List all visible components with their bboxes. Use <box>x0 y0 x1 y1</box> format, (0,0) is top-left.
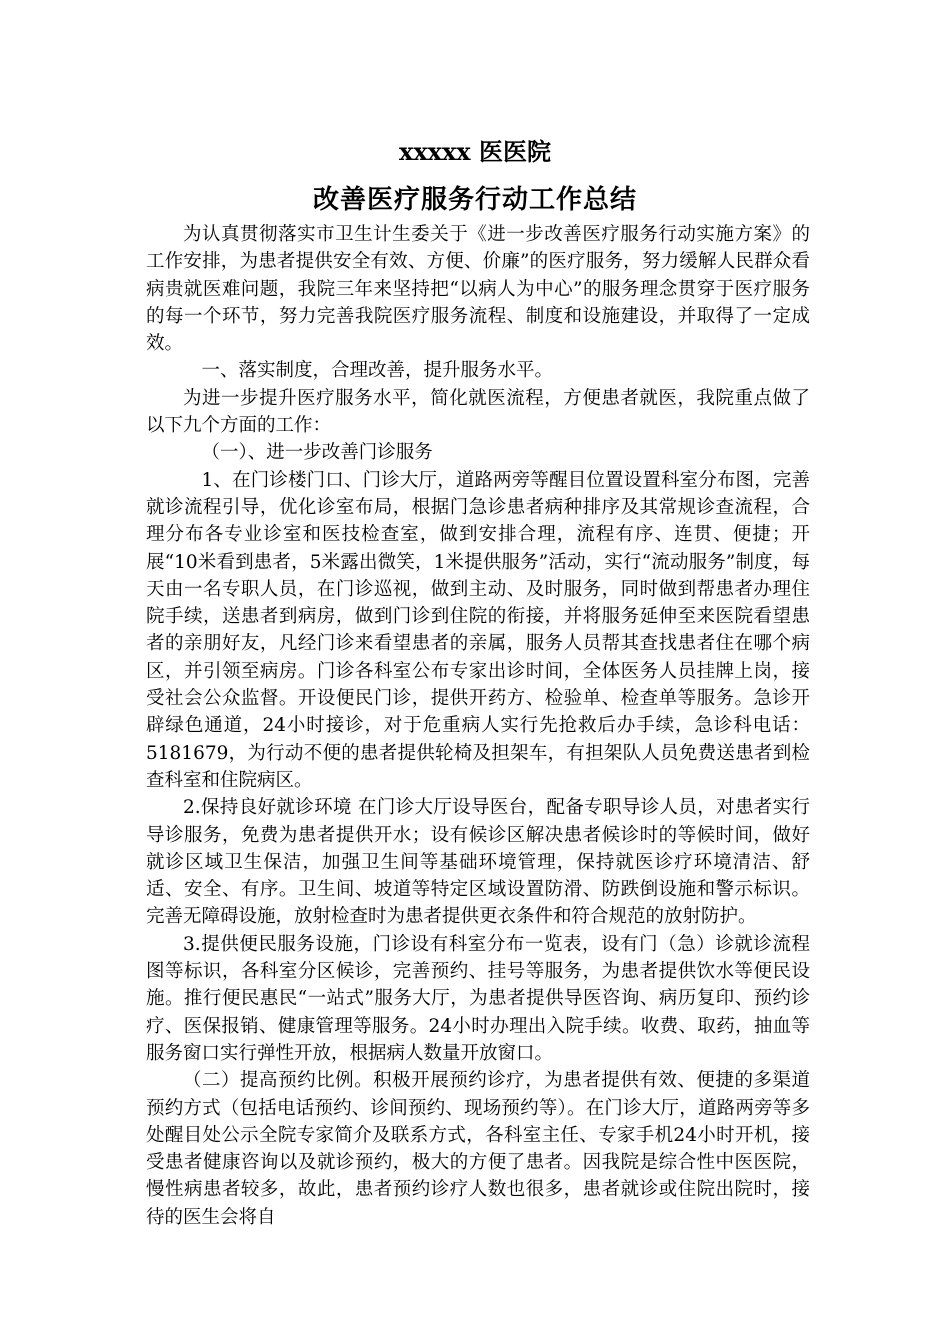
item-paragraph-2: 2.保持良好就诊环境 在门诊大厅设导医台，配备专职导诊人员，对患者实行导诊服务，免费为患者提供开水；设有候诊区解决患者候诊时的等候时间，做好就诊区域卫生保洁，加强卫生间等基础环境管理，保持就医诊疗环境清洁、舒适、安全、有序。卫生间、坡道等特定区域设置防滑、防跌倒设施和警示标识。 完善无障碍设施，放射检查时为患者提供更衣条件和符合规范的放射防护。 <box>146 797 810 928</box>
section-intro-paragraph: 为进一步提升医疗服务水平，简化就医流程，方便患者就医，我院重点做了以下九个方面的工作： <box>146 387 810 437</box>
subsection-heading-1: （一）、进一步改善门诊服务 <box>201 442 433 464</box>
intro-paragraph: 为认真贯彻落实市卫生计生委关于《进一步改善医疗服务行动实施方案》的工作安排，为患者提供安全有效、方便、价廉”的医疗服务，努力缓解人民群众看病贵就医难问题，我院三年来坚持把“以病人为中心”的服务理念贯穿于医疗服务的每一个环节，努力完善我院医疗服务流程、制度和设施建设，并取得了一定成效。 <box>146 224 810 355</box>
hospital-title: xxxxx 医医院 <box>399 137 551 166</box>
subsection-paragraph-2: （二）提高预约比例。积极开展预约诊疗，为患者提供有效、便捷的多渠道预约方式（包括电话预约、诊间预约、现场预约等）。在门诊大厅，道路两旁等多处醒目处公示全院专家简介及联系方式，各科室主任、专家手机24小时开机，接受患者健康咨询以及就诊预约，极大的方便了患者。因我院是综合性中医医院，慢性病患者较多，故此，患者预约诊疗人数也很多，患者就诊或住院出院时，接待的医生会将自 <box>146 1070 810 1228</box>
item-paragraph-1: 1、在门诊楼门口、门诊大厅，道路两旁等醒目位置设置科室分布图，完善就诊流程引导，优化诊室布局，根据门急诊患者病种排序及其常规诊查流程，合理分布各专业诊室和医技检查室，做到安排合理，流程有序、连贯、便捷；开展“10米看到患者，5米露出微笑，1米提供服务”活动，实行“流动服务”制度，每天由一名专职人员，在门诊巡视，做到主动、及时服务，同时做到帮患者办理住院手续，送患者到病房，做到门诊到住院的衔接，并将服务延伸至来医院看望患者的亲朋好友，凡经门诊来看望患者的亲属，服务人员帮其查找患者住在哪个病区，并引领至病房。门诊各科室公布专家出诊时间，全体医务人员挂牌上岗，接受社会公众监督。开设便民门诊，提供开药方、检验单、检查单等服务。急诊开辟绿色通道，24小时接诊，对于危重病人实行先抢救后办手续，急诊科电话：5181679，为行动不便的患者提供轮椅及担架车，有担架队人员免费送患者到检查科室和住院病区。 <box>146 469 810 791</box>
document-body <box>146 221 810 1231</box>
item-paragraph-3: 3.提供便民服务设施，门诊设有科室分布一览表，设有门（急）诊就诊流程图等标识，各科室分区候诊，完善预约、挂号等服务，为患者提供饮水等便民设施。推行便民惠民“一站式”服务大厅，为患者提供导医咨询、病历复印、预约诊疗、医保报销、健康管理等服务。24小时办理出入院手续。收费、取药，抽血等服务窗口实行弹性开放，根据病人数量开放窗口。 <box>146 933 810 1064</box>
report-title: 改善医疗服务行动工作总结 <box>312 185 637 215</box>
section-heading-1: 一、落实制度，合理改善，提升服务水平。 <box>201 360 554 382</box>
